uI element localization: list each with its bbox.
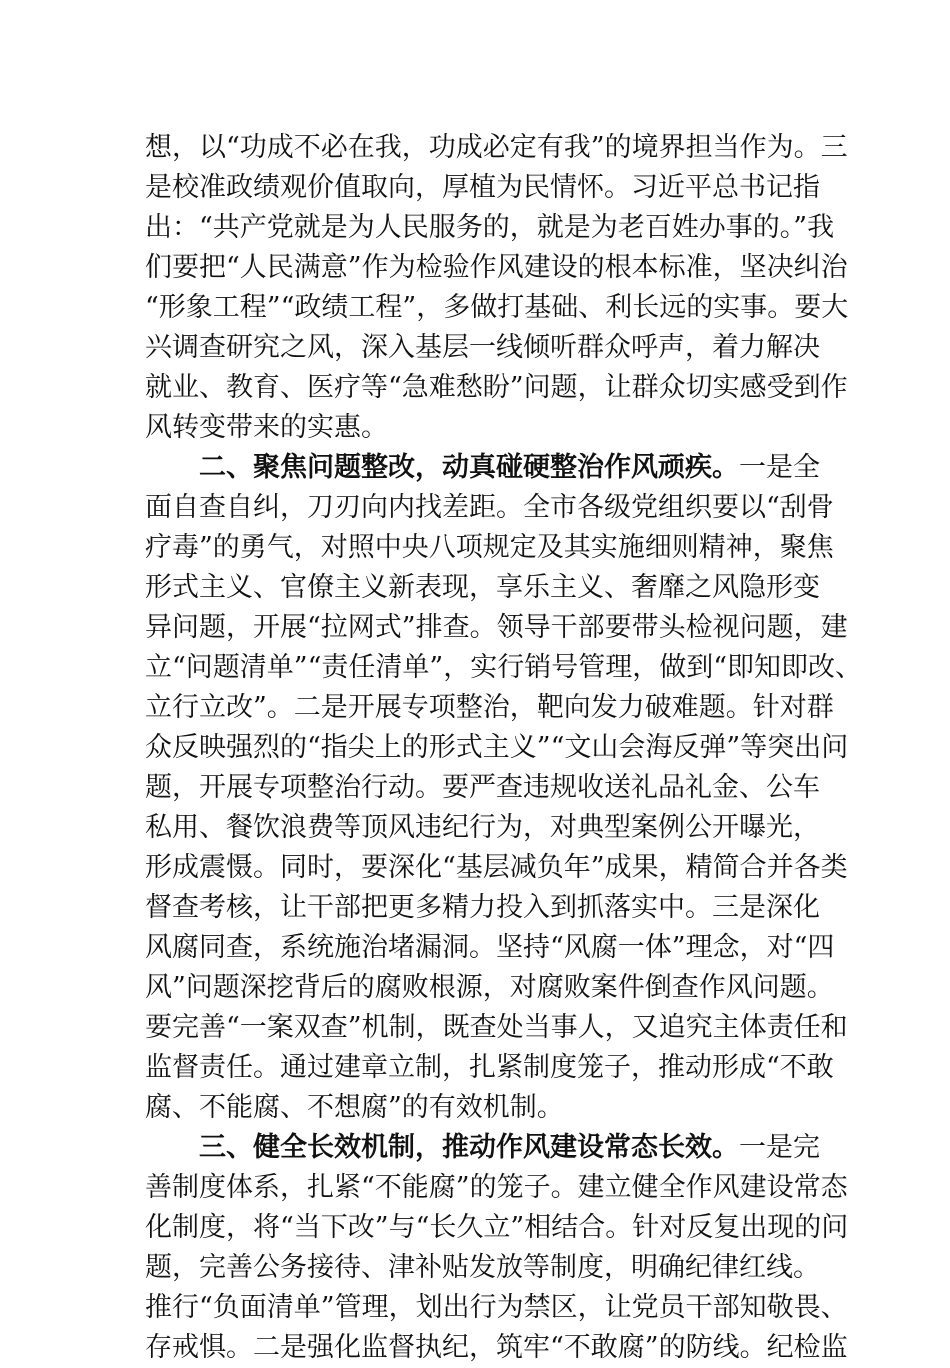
paragraph-1 — [145, 128, 849, 448]
text-line: 面自查自纠，刀刃向内找差距。全市各级党组织要以“刮骨 — [145, 492, 834, 523]
text-line: 要完善“一案双查”机制，既查处当事人，又追究主体责任和 — [145, 1012, 848, 1043]
section-heading: 二、聚焦问题整改，动真碰硬整治作风顽疾。 — [199, 452, 739, 483]
text-line: “形象工程”“政绩工程”，多做打基础、利长远的实事。要大 — [145, 292, 849, 323]
text-line: 疗毒”的勇气，对照中央八项规定及其实施细则精神，聚焦 — [145, 532, 834, 563]
text-line: 立行立改”。二是开展专项整治，靶向发力破难题。针对群 — [145, 692, 834, 723]
text-line: 就业、教育、医疗等“急难愁盼”问题，让群众切实感受到作 — [145, 372, 848, 403]
text-line — [145, 1128, 820, 1168]
text-line: 腐、不能腐、不想腐”的有效机制。 — [145, 1092, 564, 1123]
body-text — [145, 128, 863, 1368]
text-line: 们要把“人民满意”作为检验作风建设的根本标准，坚决纠治 — [145, 252, 848, 283]
paragraph-2 — [145, 448, 863, 1128]
text-line: 立“问题清单”“责任清单”，实行销号管理，做到“即知即改、 — [145, 652, 863, 683]
text-line: 化制度，将“当下改”与“长久立”相结合。针对反复出现的问 — [145, 1212, 849, 1243]
text-line — [145, 448, 820, 488]
text-line: 形式主义、官僚主义新表现，享乐主义、奢靡之风隐形变 — [145, 572, 820, 603]
text-line: 异问题，开展“拉网式”排查。领导干部要带头检视问题，建 — [145, 612, 848, 643]
text-line: 私用、餐饮浪费等顶风违纪行为，对典型案例公开曝光， — [145, 812, 820, 843]
text-line: 监督责任。通过建章立制，扎紧制度笼子，推动形成“不敢 — [145, 1052, 834, 1083]
text-run: 一是完 — [739, 1132, 820, 1163]
text-line: 风转变带来的实惠。 — [145, 412, 388, 443]
text-line: 兴调查研究之风，深入基层一线倾听群众呼声，着力解决 — [145, 332, 820, 363]
text-line: 形成震慑。同时，要深化“基层减负年”成果，精简合并各类 — [145, 852, 848, 883]
text-line: 众反映强烈的“指尖上的形式主义”“文山会海反弹”等突出问 — [145, 732, 849, 763]
text-line: 题，完善公务接待、津补贴发放等制度，明确纪律红线。 — [145, 1252, 820, 1283]
text-line: 出：“共产党就是为人民服务的，就是为老百姓办事的。”我 — [145, 212, 835, 243]
text-line: 题，开展专项整治行动。要严查违规收送礼品礼金、公车 — [145, 772, 820, 803]
text-line: 善制度体系，扎紧“不能腐”的笼子。建立健全作风建设常态 — [145, 1172, 848, 1203]
text-line: 存戒惧。二是强化监督执纪，筑牢“不敢腐”的防线。纪检监 — [145, 1332, 848, 1363]
text-line: 想，以“功成不必在我，功成必定有我”的境界担当作为。三 — [145, 132, 848, 163]
text-line: 是校准政绩观价值取向，厚植为民情怀。习近平总书记指 — [145, 172, 820, 203]
text-run: 一是全 — [739, 452, 820, 483]
text-line: 风腐同查，系统施治堵漏洞。坚持“风腐一体”理念，对“四 — [145, 932, 835, 963]
section-heading: 三、健全长效机制，推动作风建设常态长效。 — [199, 1132, 739, 1163]
text-line: 督查考核，让干部把更多精力投入到抓落实中。三是深化 — [145, 892, 820, 923]
text-line: 风”问题深挖背后的腐败根源，对腐败案件倒查作风问题。 — [145, 972, 834, 1003]
paragraph-3 — [145, 1128, 849, 1368]
text-line: 推行“负面清单”管理，划出行为禁区，让党员干部知敬畏、 — [145, 1292, 848, 1323]
